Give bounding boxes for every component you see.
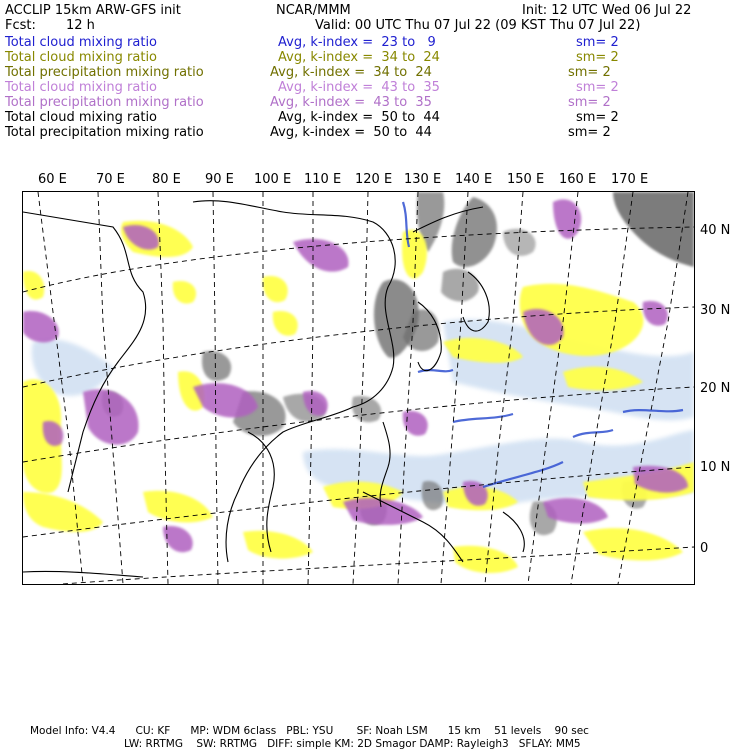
field-smooth: sm= 2 xyxy=(568,95,611,110)
organization: NCAR/MMM xyxy=(276,3,351,18)
field-smooth: sm= 2 xyxy=(576,35,619,50)
field-smooth: sm= 2 xyxy=(576,80,619,95)
field-name: Total precipitation mixing ratio xyxy=(5,95,204,110)
valid-time: Valid: 00 UTC Thu 07 Jul 22 (09 KST Thu 07 Jul 22) xyxy=(315,18,641,33)
model-info-text: Model Info: V4.4 CU: KF MP: WDM 6class PBL: YSU SF: Noah LSM 15 km 51 levels 90 sec xyxy=(30,725,589,737)
lon-label: 130 E xyxy=(404,172,442,187)
field-index: Avg, k-index = 34 to 24 xyxy=(278,50,440,65)
lon-label: 120 E xyxy=(355,172,393,187)
lon-label: 160 E xyxy=(559,172,597,187)
lon-label: 140 E xyxy=(455,172,493,187)
lat-label: 30 N xyxy=(700,303,731,318)
field-smooth: sm= 2 xyxy=(576,50,619,65)
lat-label: 0 xyxy=(700,541,709,556)
field-smooth: sm= 2 xyxy=(576,110,619,125)
forecast-label: Fcst: xyxy=(5,18,36,33)
physics-text: LW: RRTMG SW: RRTMG DIFF: simple KM: 2D Smagor DAMP: Rayleigh3 SFLAY: MM5 xyxy=(124,738,581,750)
field-index: Avg, k-index = 50 to 44 xyxy=(278,110,440,125)
init-time: Init: 12 UTC Wed 06 Jul 22 xyxy=(522,3,692,18)
field-index: Avg, k-index = 23 to 9 xyxy=(278,35,436,50)
field-name: Total cloud mixing ratio xyxy=(5,35,158,50)
lon-label: 150 E xyxy=(507,172,545,187)
lon-label: 70 E xyxy=(96,172,125,187)
field-smooth: sm= 2 xyxy=(568,125,611,140)
lon-label: 100 E xyxy=(254,172,292,187)
lon-label: 90 E xyxy=(205,172,234,187)
field-index: Avg, k-index = 43 to 35 xyxy=(270,95,432,110)
field-index: Avg, k-index = 50 to 44 xyxy=(270,125,432,140)
field-index: Avg, k-index = 34 to 24 xyxy=(270,65,432,80)
lon-label: 170 E xyxy=(611,172,649,187)
lon-label: 110 E xyxy=(304,172,342,187)
field-name: Total cloud mixing ratio xyxy=(5,50,158,65)
forecast-hours: 12 h xyxy=(66,18,95,33)
lat-label: 20 N xyxy=(700,381,731,396)
field-name: Total cloud mixing ratio xyxy=(5,80,158,95)
lat-label: 40 N xyxy=(700,223,731,238)
field-smooth: sm= 2 xyxy=(568,65,611,80)
map-panel xyxy=(22,191,695,585)
lon-label: 60 E xyxy=(38,172,67,187)
lat-label: 10 N xyxy=(700,460,731,475)
model-title: ACCLIP 15km ARW-GFS init xyxy=(5,3,181,18)
physics-line xyxy=(0,725,740,751)
field-name: Total cloud mixing ratio xyxy=(5,110,158,125)
field-index: Avg, k-index = 43 to 35 xyxy=(278,80,440,95)
field-name: Total precipitation mixing ratio xyxy=(5,125,204,140)
field-name: Total precipitation mixing ratio xyxy=(5,65,204,80)
lon-label: 80 E xyxy=(152,172,181,187)
map-svg xyxy=(23,192,694,584)
